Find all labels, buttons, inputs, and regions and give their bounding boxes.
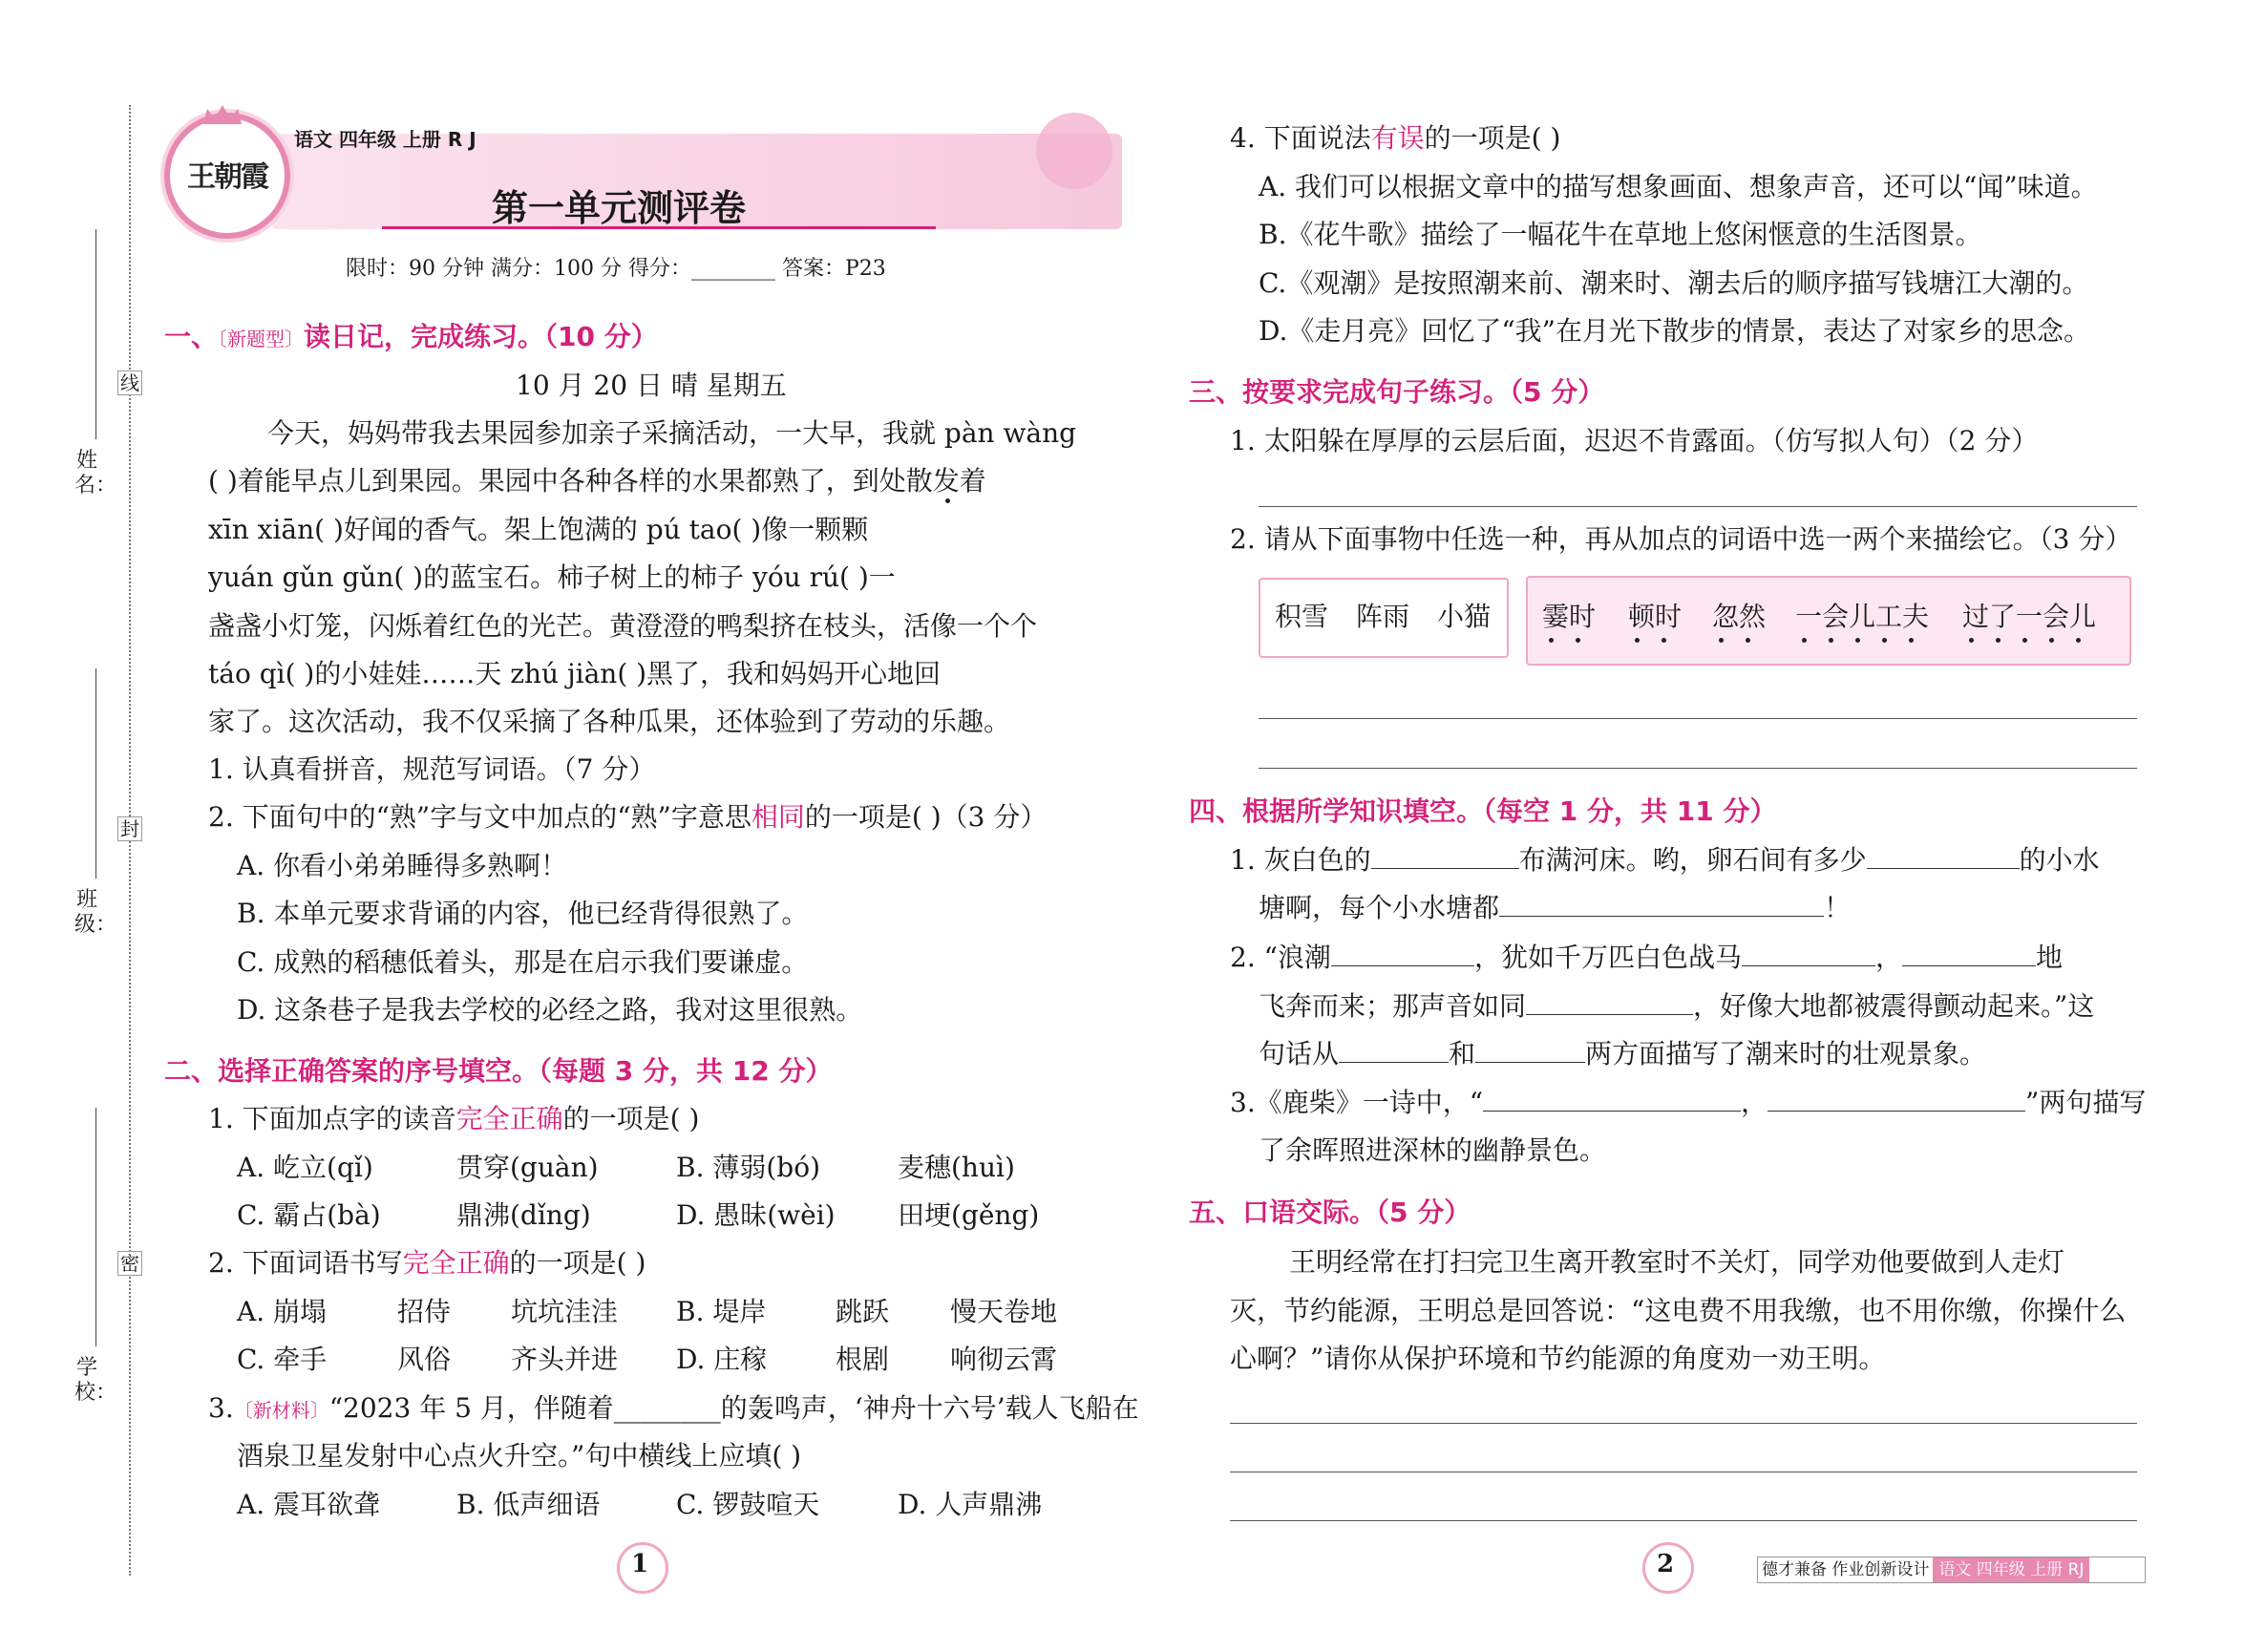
sec2-q3 [208, 1389, 1139, 1430]
sec2-q1 [208, 1100, 699, 1138]
fill-blank[interactable] [1499, 889, 1824, 917]
name-label: 姓 名： [74, 449, 117, 498]
sec1-q1: 1. 认真看拼音，规范写词语。（7 分） [208, 753, 656, 785]
opt: 响彻云霄 [950, 1344, 1058, 1375]
sec5-line-2: 灭，节约能源，王明总是回答说：“这电费不用我缴，也不用你缴，你操什么 [1230, 1295, 2127, 1326]
text: 两方面描写了潮来时的壮观景象。 [1585, 1038, 1987, 1070]
q-highlight: 完全正确 [402, 1247, 510, 1279]
q2-tail: 的一项是( )（3 分） [804, 801, 1048, 833]
text: 1. 灰白色的 [1230, 844, 1371, 876]
page-number-right: 2 [1656, 1550, 1675, 1578]
q-highlight: 有误 [1370, 122, 1425, 154]
q2-stem: 2. 下面句中的“熟”字与文中加点的“熟”字意思 [208, 801, 752, 833]
fill-blank[interactable] [1902, 939, 2036, 966]
cut-mark-feng: 封 [117, 816, 142, 841]
page-number-left: 1 [630, 1550, 649, 1578]
q-stem: 1. 下面加点字的读音 [208, 1103, 456, 1134]
new-material-tag: 〔新材料〕 [233, 1399, 329, 1422]
diary-line-4: yuán gǔn gǔn( )的蓝宝石。柿子树上的柿子 yóu rú( )一 [208, 561, 896, 593]
word-item: 过了一会儿 [1962, 601, 2097, 632]
opt: B.《花牛歌》描绘了一幅花牛在草地上悠闲惬意的生活图景。 [1259, 219, 1982, 250]
subject-line: 语文 四年级 上册 R J [294, 128, 476, 151]
sec1-num: 一、 [164, 321, 219, 352]
sec3-heading: 三、按要求完成句子练习。（5 分） [1189, 376, 1605, 408]
text: ，犹如千万匹白色战马 [1473, 942, 1742, 973]
opt: A. 震耳欲聋 [237, 1489, 381, 1520]
logo-text: 王朝霞 [187, 160, 267, 194]
opt: 坑坑洼洼 [511, 1296, 619, 1327]
opt: D.《走月亮》回忆了“我”在月光下散步的情景，表达了对家乡的思念。 [1259, 315, 2090, 347]
opt: C. 锣鼓喧天 [676, 1489, 820, 1520]
opt: D. 庄稼 [676, 1344, 768, 1375]
word-item: 一会儿工夫 [1795, 601, 1930, 632]
sec1-q2-opt-d: D. 这条巷子是我去学校的必经之路，我对这里很熟。 [237, 994, 863, 1026]
q-highlight: 完全正确 [455, 1103, 563, 1134]
school-line[interactable] [95, 1108, 96, 1346]
q-stem: 4. 下面说法 [1230, 122, 1371, 154]
opt: 风俗 [397, 1344, 452, 1375]
word-item: 霎时 [1542, 601, 1597, 632]
opt: D. 愚昧(wèi) [676, 1199, 836, 1231]
sec2-q2 [208, 1244, 646, 1282]
exam-info: 限时：90 分钟 满分：100 分 得分：________ 答案：P23 [346, 257, 886, 281]
diary-line-7: 家了。这次活动，我不仅采摘了各种瓜果，还体验到了劳动的乐趣。 [208, 706, 1011, 737]
class-label: 班 级： [74, 888, 117, 937]
emphasis-dots [1549, 638, 2122, 646]
diary-line-1: 今天，妈妈带我去果园参加亲子采摘活动，一大早，我就 pàn wàng [267, 417, 1077, 449]
sec2-q4 [1230, 119, 1560, 158]
title-underline [382, 226, 936, 229]
text: ”两句描写 [2025, 1087, 2147, 1118]
diary-line-5: 盏盏小灯笼，闪烁着红色的光芒。黄澄澄的鸭梨挤在枝头，活像一个个 [208, 610, 1038, 642]
text: ， [1741, 1087, 1768, 1118]
sec5-heading: 五、口语交际。（5 分） [1189, 1197, 1471, 1228]
answer-line[interactable] [1259, 768, 2137, 769]
logo-badge [164, 113, 290, 239]
sec1-q2 [208, 798, 1047, 837]
fill-blank[interactable] [1867, 841, 2020, 869]
sec1-heading [164, 318, 658, 358]
diary-line-6: táo qì( )的小娃娃……天 zhú jiàn( )黑了，我和妈妈开心地回 [208, 658, 942, 689]
sec4-q2-line2 [1259, 987, 2094, 1026]
sec4-q1-line2 [1259, 889, 1851, 927]
answer-line[interactable] [1259, 506, 2137, 507]
sec1-q2-opt-b: B. 本单元要求背诵的内容，他已经背得很熟了。 [237, 898, 809, 929]
school-label: 学 校： [74, 1356, 117, 1405]
opt: D. 人声鼎沸 [898, 1489, 1043, 1520]
word-item: 忽然 [1712, 601, 1767, 632]
sec4-heading: 四、根据所学知识填空。（每空 1 分，共 11 分） [1189, 795, 1777, 827]
sec4-q3-line2: 了余晖照进深林的幽静景色。 [1259, 1134, 1607, 1166]
new-type-tag: 〔新题型〕 [218, 328, 305, 350]
opt: 招侍 [397, 1296, 452, 1327]
opt: B. 薄弱(bó) [676, 1152, 821, 1183]
opt: 贯穿(guàn) [456, 1152, 599, 1183]
sec1-title: 读日记，完成练习。（10 分） [304, 321, 658, 352]
opt: 根剧 [836, 1344, 890, 1375]
word-item: 顿时 [1628, 601, 1683, 632]
fill-blank[interactable] [1475, 1035, 1585, 1063]
text: 布满河床。哟，卵石间有多少 [1518, 844, 1867, 876]
diary-date: 10 月 20 日 晴 星期五 [516, 370, 787, 401]
sec3-q1: 1. 太阳躲在厚厚的云层后面，迟迟不肯露面。（仿写拟人句）（2 分） [1230, 425, 2039, 456]
cut-mark-mi: 密 [117, 1251, 142, 1276]
opt: 麦穗(huì) [898, 1152, 1015, 1183]
text: ， [1874, 942, 1902, 973]
q-tail: 的一项是( ) [509, 1247, 646, 1279]
diary-line-2: ( )着能早点儿到果园。果园中各种各样的水果都熟了，到处散发着 [208, 465, 986, 497]
thing-item: 小猫 [1437, 601, 1492, 632]
text: 飞奔而来；那声音如同 [1259, 990, 1527, 1022]
fill-blank[interactable] [1483, 1084, 1741, 1112]
q-stem: “2023 年 5 月，伴随着________的轰鸣声，‘神舟十六号’载人飞船在 [328, 1392, 1139, 1424]
opt: B. 低声细语 [456, 1489, 601, 1520]
text: 3.《鹿柴》一诗中，“ [1230, 1087, 1484, 1118]
diary-line-3: xīn xiān( )好闻的香气。架上饱满的 pú tao( )像一颗颗 [208, 514, 869, 545]
page-title: 第一单元测评卷 [492, 187, 747, 229]
opt: A. 崩塌 [237, 1296, 328, 1327]
fill-blank[interactable] [1526, 987, 1693, 1015]
fill-blank[interactable] [1371, 841, 1519, 869]
opt: C. 霸占(bà) [237, 1199, 381, 1231]
opt: 田埂(gěng) [898, 1199, 1040, 1231]
answer-line[interactable] [1230, 1520, 2137, 1521]
footer-brand-box [1757, 1557, 2146, 1583]
text: 句话从 [1259, 1038, 1340, 1070]
sec1-q2-opt-a: A. 你看小弟弟睡得多熟啊！ [237, 850, 568, 881]
sec2-heading: 二、选择正确答案的序号填空。（每题 3 分，共 12 分） [164, 1055, 833, 1087]
sec4-q3-line1 [1230, 1084, 2146, 1122]
fill-blank[interactable] [1742, 939, 1875, 966]
text: 和 [1449, 1038, 1476, 1070]
opt: 跳跃 [836, 1296, 890, 1327]
sec4-q2-line1 [1230, 939, 2063, 977]
footer-brand: 德才兼备 作业创新设计 [1762, 1560, 1930, 1579]
text: 的小水 [2019, 844, 2100, 876]
thing-item: 积雪 [1275, 601, 1329, 632]
sec3-q2: 2. 请从下面事物中任选一种，再从加点的词语中选一两个来描绘它。（3 分） [1230, 523, 2132, 555]
q2-highlight: 相同 [751, 801, 805, 833]
binding-margin [0, 0, 143, 1652]
sec5-line-1: 王明经常在打扫完卫生离开教室时不关灯，同学劝他要做到人走灯 [1289, 1246, 2065, 1278]
fill-blank[interactable] [1331, 939, 1474, 966]
opt: A. 我们可以根据文章中的描写想象画面、想象声音，还可以“闻”味道。 [1259, 171, 2098, 202]
answer-line[interactable] [1259, 718, 2137, 719]
opt: C. 牵手 [237, 1344, 328, 1375]
thing-item: 阵雨 [1356, 601, 1410, 632]
text: ，好像大地都被震得颤动起来。”这 [1693, 990, 2095, 1022]
sec4-q1-line1 [1230, 841, 2100, 879]
name-line[interactable] [95, 229, 96, 439]
answer-line[interactable] [1230, 1423, 2137, 1424]
sec4-q2-line3 [1259, 1035, 1986, 1073]
footer-tag: 语文 四年级 上册 RJ [1933, 1557, 2089, 1582]
opt: B. 堤岸 [676, 1296, 767, 1327]
opt: A. 屹立(qǐ) [237, 1152, 373, 1183]
logo-crown-icon [203, 105, 242, 124]
opt: 鼎沸(dǐng) [456, 1199, 591, 1231]
q-stem: 2. 下面词语书写 [208, 1247, 403, 1279]
fill-blank[interactable] [1339, 1035, 1449, 1063]
q-tail: 的一项是( ) [1424, 122, 1561, 154]
class-line[interactable] [95, 668, 96, 879]
cut-mark-xian: 线 [117, 371, 142, 395]
text: 地 [2035, 942, 2063, 973]
sec2-q3-line2: 酒泉卫星发射中心点火升空。”句中横线上应填( ) [237, 1440, 802, 1472]
text: ！ [1824, 892, 1852, 923]
sun-decoration [1036, 113, 1112, 189]
q-num: 3. [208, 1392, 234, 1424]
text: 2. “浪潮 [1230, 942, 1331, 973]
sec5-line-3: 心啊？”请你从保护环境和节约能源的角度劝一劝王明。 [1230, 1343, 1886, 1374]
opt: 慢天卷地 [950, 1296, 1058, 1327]
opt: C.《观潮》是按照潮来前、潮来时、潮去后的顺序描写钱塘江大潮的。 [1259, 267, 2089, 299]
sec1-q2-opt-c: C. 成熟的稻穗低着头，那是在启示我们要谦虚。 [237, 946, 809, 978]
fill-blank[interactable] [1768, 1084, 2025, 1112]
opt: 齐头并进 [511, 1344, 619, 1375]
q-tail: 的一项是( ) [562, 1103, 700, 1134]
text: 塘啊，每个小水塘都 [1259, 892, 1500, 923]
